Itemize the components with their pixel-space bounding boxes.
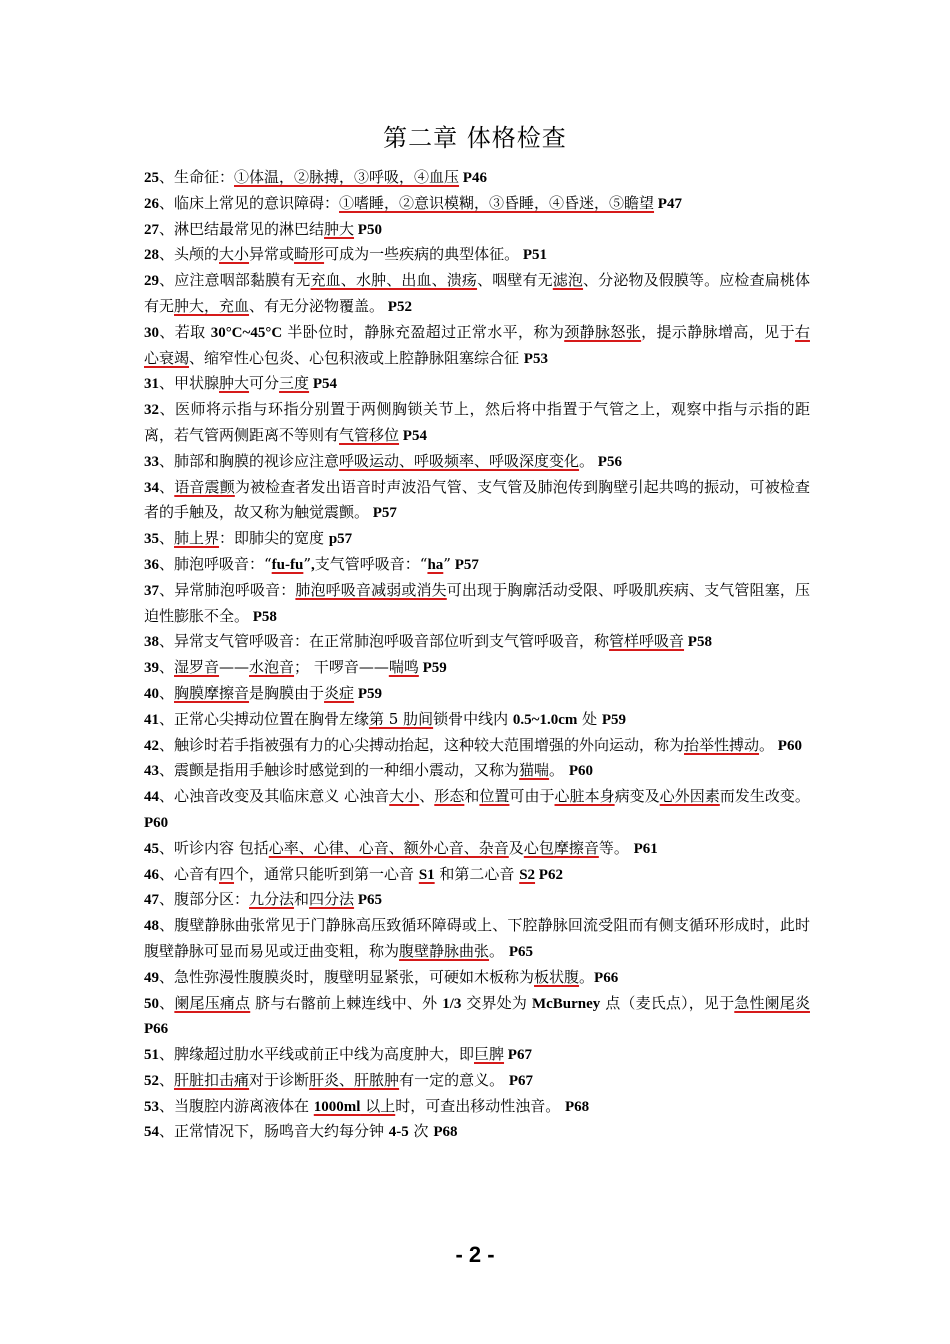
item-text: P52 (384, 298, 412, 315)
list-item (144, 655, 810, 681)
item-text: 为被检查者发出语音时声波沿气管、支气管及肺泡传到胸壁引起共鸣的振动，可被检查者的手触及，故又称为触觉震颤。 (144, 477, 810, 522)
underlined-text: 急性阑尾炎 (734, 993, 810, 1012)
item-text: 、分泌物及假膜等。应检查扁桃体有无 (144, 271, 810, 315)
item-text: 。 (579, 967, 595, 986)
item-text: 处 (577, 709, 602, 728)
item-text: 、正常心尖搏动位置在胸骨左缘 (159, 709, 370, 728)
item-text: P68 (433, 1124, 458, 1141)
item-text: P59 (354, 685, 382, 702)
item-text: 44 (144, 789, 159, 806)
item-text: P50 (354, 221, 382, 238)
underlined-text: 畸形 (294, 245, 325, 264)
item-text: 38 (144, 634, 159, 651)
underlined-text: S2 (519, 866, 536, 883)
item-text: 、听诊内容 包括 (159, 838, 269, 857)
item-text: 37 (144, 582, 159, 599)
list-item (144, 397, 810, 449)
item-text: 交界处为 (461, 993, 532, 1012)
underlined-text: 肿大，充血 (174, 296, 250, 315)
item-text: 31 (144, 376, 159, 393)
list-item (144, 526, 810, 552)
item-text: 39 (144, 660, 159, 677)
chapter-title: 第二章 体格检查 (383, 124, 567, 152)
item-text: 、临床上常见的意识障碍： (159, 193, 340, 212)
list-item (144, 887, 810, 913)
item-text: 、头颅的 (159, 245, 220, 264)
item-text: 45 (144, 840, 159, 857)
item-text: 、肺泡呼吸音：“ (159, 554, 272, 573)
item-text: 。 (489, 941, 509, 960)
item-text: 、咽壁有无 (477, 271, 553, 290)
item-text: 、甲状腺 (159, 374, 220, 393)
item-text: 、心音有 (159, 864, 220, 883)
item-text: 时，可查出移动性浊音。 (395, 1096, 566, 1115)
item-text: 54 (144, 1124, 159, 1141)
underlined-text: 四 (219, 864, 235, 883)
underlined-text: fu-fu (271, 556, 304, 573)
item-text: —— (219, 658, 250, 677)
list-item (144, 552, 810, 578)
underlined-text: 肿大 (324, 219, 355, 238)
underlined-text: ①嗜睡，②意识模糊，③昏睡，④昏迷，⑤瞻望 (339, 193, 655, 212)
item-text: , (311, 556, 315, 573)
item-text: 30 (144, 324, 159, 341)
underlined-text: 猫喘 (519, 761, 550, 780)
item-text: 对于诊断 (249, 1070, 310, 1089)
underlined-text: ①体温，②脉搏，③呼吸，④血压 (234, 168, 460, 186)
item-text: 。 (759, 735, 775, 754)
list-item (144, 707, 810, 733)
item-text: 、有无分泌物覆盖。 (249, 296, 385, 315)
underlined-text: 抬举性搏动 (684, 735, 760, 754)
item-text: 脐与右髂前上棘连线中、外 (250, 993, 443, 1012)
underlined-text: 以上 (360, 1096, 396, 1115)
item-text: 、触诊时若手指被强有力的心尖搏动抬起，这种较大范围增强的外向运动，称为 (159, 735, 685, 754)
item-text: 46 (144, 866, 159, 883)
underlined-text: 肝脏扣击痛 (174, 1070, 250, 1089)
underlined-text: S1 (418, 866, 435, 883)
item-text: 、当腹腔内游离液体在 (159, 1096, 314, 1115)
underlined-text: 三度 (279, 374, 310, 393)
underlined-text: 大小 (389, 787, 420, 806)
item-text: 、医师将示指与环指分别置于两侧胸锁关节上，然后将中指置于气管之上，观察中指与示指的距离，若气管两侧距离不等则有 (144, 400, 810, 444)
list-item (144, 784, 810, 836)
underlined-text: 板状腹 (534, 967, 580, 986)
item-text: 27 (144, 221, 159, 238)
list-item (144, 733, 810, 759)
item-text: 、若取 (159, 322, 211, 341)
item-text: 、 (159, 529, 175, 548)
item-text: P67 (504, 1047, 532, 1064)
item-text: 36 (144, 556, 159, 573)
list-item (144, 242, 810, 268)
item-text: P62 (535, 866, 563, 883)
underlined-text: 心外因素 (659, 787, 720, 806)
item-text: 可由于 (509, 787, 555, 806)
list-item (144, 836, 810, 862)
list-item (144, 371, 810, 397)
item-text: 26 (144, 195, 159, 212)
item-text: 49 (144, 969, 159, 986)
item-text: 51 (144, 1047, 159, 1064)
item-text: ” (303, 554, 312, 573)
underlined-text: 1000ml (313, 1098, 361, 1115)
list-item (144, 758, 810, 784)
item-text: P59 (601, 711, 627, 728)
underlined-text: 位置 (479, 787, 510, 806)
item-text: P54 (399, 427, 427, 444)
list-item (144, 191, 810, 217)
underlined-text: 巨脾 (474, 1045, 505, 1064)
item-text: 28 (144, 247, 159, 264)
item-text: P51 (519, 247, 547, 264)
list-item (144, 1042, 810, 1068)
item-text: 、异常肺泡呼吸音： (159, 580, 296, 599)
item-text: McBurney (531, 995, 601, 1012)
list-item (144, 862, 810, 888)
item-text: P60 (144, 814, 169, 831)
item-text: P53 (523, 350, 548, 367)
item-text: ； 干啰音—— (294, 658, 389, 677)
item-text: 、异常支气管呼吸音：在正常肺泡呼吸音部位听到支气管呼吸音，称 (159, 632, 610, 651)
item-text: P57 (450, 556, 479, 573)
item-text: 34 (144, 479, 159, 496)
item-text: P59 (418, 660, 447, 677)
item-text: P56 (594, 453, 622, 470)
list-item (144, 991, 810, 1043)
underlined-text: 第 5 肋间 (369, 709, 434, 728)
item-text: 、急性弥漫性腹膜炎时，腹壁明显紧张，可硬如木板称为 (159, 967, 535, 986)
item-text: 4-5 (388, 1124, 409, 1141)
list-item (144, 475, 810, 527)
list-item (144, 1094, 810, 1120)
item-text: 48 (144, 918, 159, 935)
item-text: P65 (354, 892, 382, 909)
item-text: 支气管呼吸音：“ (314, 554, 428, 573)
item-text: 41 (144, 711, 159, 728)
item-text: 、应注意咽部黏膜有无 (159, 271, 311, 290)
underlined-text: 右心衰竭 (144, 322, 810, 367)
list-item (144, 1119, 810, 1145)
item-text: 半卧位时，静脉充盈超过正常水平，称为 (282, 322, 565, 341)
underlined-text: 肝炎、肝脓肿 (309, 1070, 400, 1089)
item-text: 47 (144, 892, 159, 909)
item-text: 和 (464, 787, 480, 806)
item-text: 病变及 (614, 787, 660, 806)
item-text: P61 (633, 840, 658, 857)
item-text: 和第二心音 (434, 864, 520, 883)
item-text: P66 (144, 1021, 169, 1038)
item-text: 、腹部分区： (159, 890, 250, 909)
underlined-text: 颈静脉怒张 (564, 322, 642, 341)
underlined-text: 湿罗音 (174, 658, 220, 677)
item-text: 可出现于胸廓活动受限、呼吸肌疾病、支气管阻塞，压迫性膨胀不全。 (144, 580, 810, 625)
item-text: 、正常情况下，肠鸣音大约每分钟 (159, 1122, 389, 1141)
underlined-text: 充血、水肿、出血、溃疡 (310, 271, 478, 290)
item-text: 、 (159, 993, 175, 1012)
underlined-text: 喘鸣 (388, 658, 419, 677)
item-text: 29 (144, 273, 159, 290)
underlined-text: 心包摩擦音 (523, 838, 599, 857)
item-text: p57 (328, 531, 353, 548)
item-text: 32 (144, 402, 159, 419)
item-text: 、脾缘超过肋水平线或前正中线为高度肿大，即 (159, 1045, 475, 1064)
item-text: 0.5~1.0cm (512, 711, 578, 728)
item-text: 异常或 (249, 245, 295, 264)
item-text: 25 (144, 170, 159, 186)
item-text: 、生命征： (159, 168, 235, 186)
list-item (144, 268, 810, 320)
item-text: 、淋巴结最常见的淋巴结 (159, 219, 325, 238)
underlined-text: 心脏本身 (554, 787, 615, 806)
underlined-text: 炎症 (324, 683, 355, 702)
item-text: 等。 (598, 838, 634, 857)
item-text: 43 (144, 763, 159, 780)
item-text: 是胸膜由于 (249, 683, 325, 702)
item-text: 点（麦氏点），见于 (600, 993, 735, 1012)
item-text: P67 (508, 1072, 534, 1089)
item-text: 、缩窄性心包炎、心包积液或上腔静脉阻塞综合征 (189, 348, 524, 367)
underlined-text: ha (427, 556, 444, 573)
underlined-text: 腹壁静脉曲张 (399, 941, 490, 960)
item-text: 、 (159, 477, 175, 496)
item-text: ，提示静脉增高，见于 (641, 322, 795, 341)
underlined-text: 形态 (434, 787, 465, 806)
item-text: P66 (594, 969, 619, 986)
item-text: P58 (249, 608, 277, 625)
underlined-text: 滤泡 (552, 271, 584, 290)
item-text: 、 (159, 683, 175, 702)
item-text: 次 (408, 1122, 434, 1141)
item-text: P57 (369, 505, 397, 522)
item-text: P46 (459, 170, 487, 186)
underlined-text: 肺上界 (174, 529, 220, 548)
underlined-text: 大小 (219, 245, 250, 264)
item-text: 有一定的意义。 (399, 1070, 509, 1089)
underlined-text: 语音震颤 (174, 477, 235, 496)
item-text: 42 (144, 737, 159, 754)
page-number: - 2 - (455, 1242, 495, 1267)
list-item (144, 681, 810, 707)
item-text: 、 (159, 1070, 175, 1089)
underlined-text: 胸膜摩擦音 (174, 683, 250, 702)
item-text: 和 (294, 890, 310, 909)
underlined-text: 管样呼吸音 (609, 632, 685, 651)
item-text: 可成为一些疾病的典型体征。 (324, 245, 520, 264)
item-text: 1/3 (442, 995, 462, 1012)
underlined-text: 阑尾压痛点 (174, 993, 251, 1012)
list-item (144, 1068, 810, 1094)
list-item (144, 165, 810, 191)
item-text: 、肺部和胸膜的视诊应注意 (159, 451, 340, 470)
list-item (144, 578, 810, 630)
underlined-text: 呼吸运动、呼吸频率、呼吸深度变化 (339, 451, 580, 470)
item-text: 53 (144, 1098, 159, 1115)
list-item (144, 320, 810, 372)
item-text: 、震颤是指用手触诊时感觉到的一种细小震动，又称为 (159, 761, 520, 780)
item-text: 50 (144, 995, 159, 1012)
item-text: 而发生改变。 (719, 787, 810, 806)
item-text: 35 (144, 531, 159, 548)
item-text: P54 (309, 376, 337, 393)
item-text: 52 (144, 1072, 159, 1089)
item-text: P58 (684, 634, 712, 651)
item-text: 及 (508, 838, 524, 857)
item-text: 、 (159, 658, 175, 677)
item-text: P47 (654, 195, 682, 212)
item-text: 30°C~45°C (210, 324, 283, 341)
item-text: 33 (144, 453, 159, 470)
item-text: 可分 (249, 374, 280, 393)
item-text: ” (443, 554, 451, 573)
underlined-text: 肿大 (219, 374, 250, 393)
list-item (144, 965, 810, 991)
item-text: P68 (565, 1098, 590, 1115)
item-text: 、腹壁静脉曲张常见于门静脉高压致循环障碍或上、下腔静脉回流受阻而有侧支循环形成时，此时腹壁静脉可显而易见或迂曲变粗，称为 (144, 916, 810, 960)
item-text: 。 (579, 451, 595, 470)
item-text: 锁骨中线内 (433, 709, 513, 728)
item-text: P60 (568, 763, 593, 780)
list-item (144, 449, 810, 475)
item-text: 。 (549, 761, 569, 780)
item-text: P65 (508, 943, 533, 960)
list-item (144, 629, 810, 655)
list-item (144, 913, 810, 965)
item-text: ：即肺尖的宽度 (219, 529, 329, 548)
underlined-text: 气管移位 (339, 425, 400, 444)
underlined-text: 水泡音 (249, 658, 295, 677)
item-text: 、心浊音改变及其临床意义 心浊音 (159, 787, 390, 806)
underlined-text: 九分法 (249, 890, 295, 909)
item-text: 、 (419, 787, 435, 806)
underlined-text: 心率、心律、心音、额外心音、杂音 (268, 838, 509, 857)
list-item (144, 217, 810, 243)
item-text: 40 (144, 685, 159, 702)
item-list (144, 165, 810, 1145)
item-text: P60 (774, 737, 802, 754)
underlined-text: 肺泡呼吸音减弱或消失 (295, 580, 447, 599)
item-text: 个，通常只能听到第一心音 (234, 864, 419, 883)
underlined-text: 四分法 (309, 890, 355, 909)
